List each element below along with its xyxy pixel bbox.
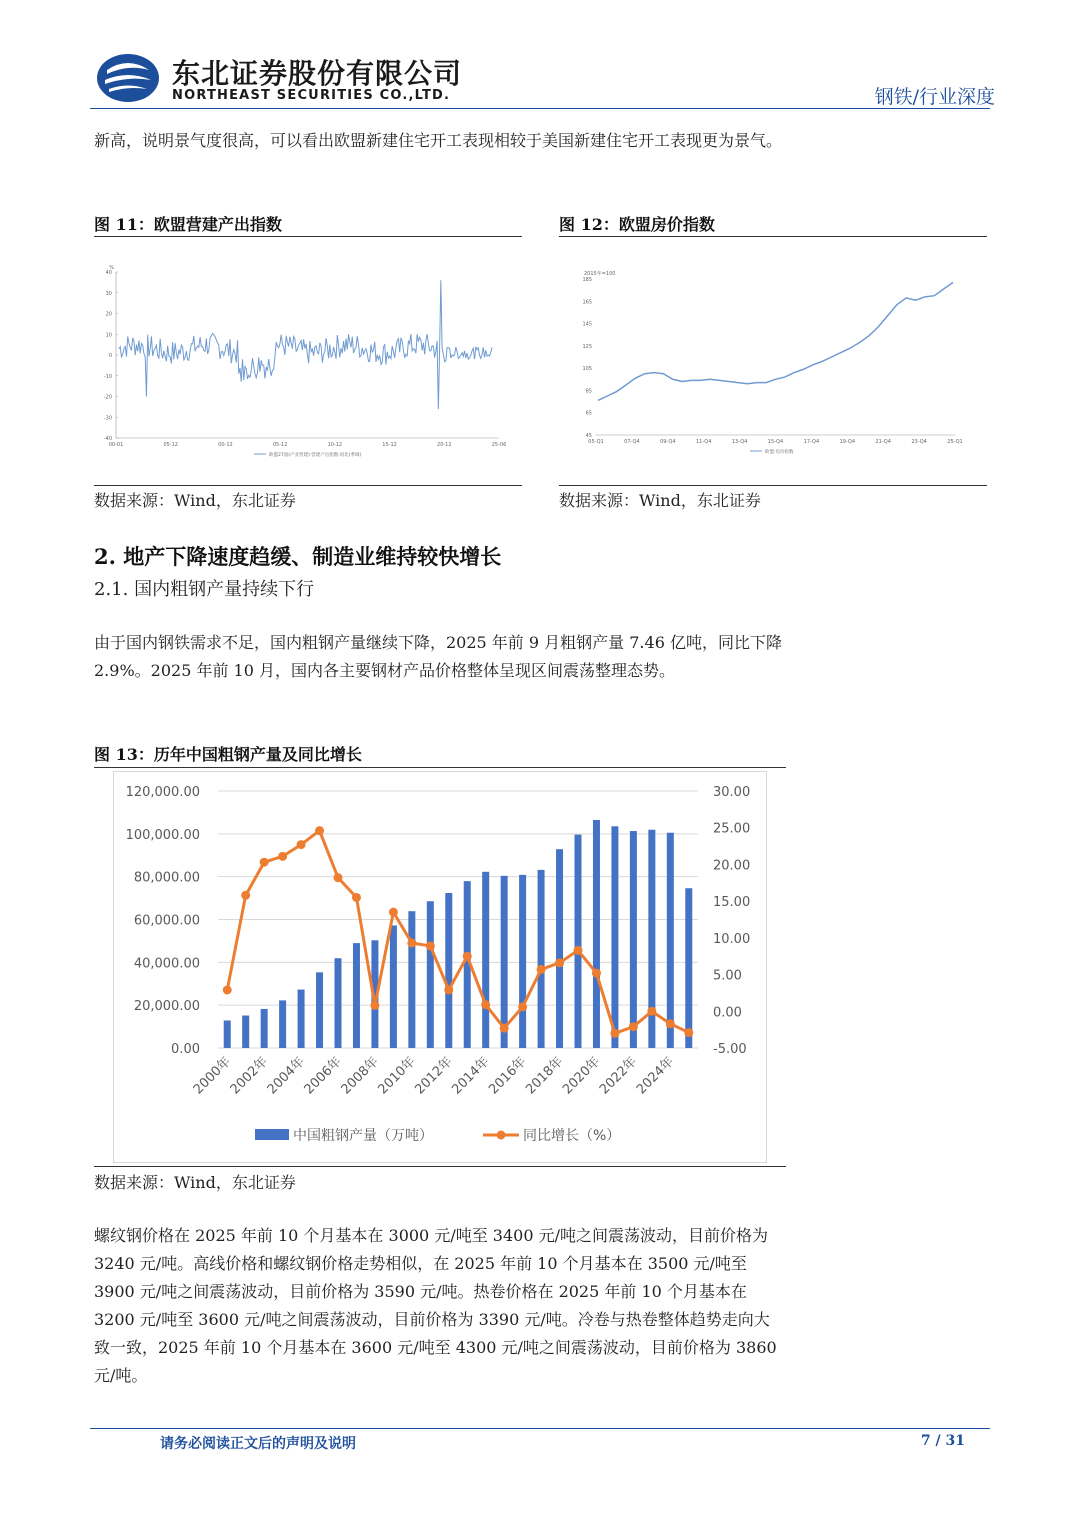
- fig13-y-left-tick: 20,000.00: [133, 999, 200, 1015]
- fig13-growth-point: [223, 985, 232, 994]
- figure-13-source: 数据来源：Wind，东北证券: [94, 1173, 296, 1192]
- fig13-x-tick: 2020年: [560, 1054, 604, 1098]
- fig12-x-tick: 09-Q4: [660, 439, 676, 445]
- fig13-growth-point: [315, 826, 324, 835]
- fig13-y-right-tick: 5.00: [713, 968, 742, 984]
- fig13-bar: [279, 1000, 286, 1048]
- fig13-bar: [685, 888, 692, 1048]
- fig11-x-tick: 20-12: [437, 442, 452, 448]
- fig13-x-tick: 2006年: [301, 1054, 345, 1098]
- report-category: 钢铁/行业深度: [874, 86, 995, 108]
- fig13-growth-point: [629, 1022, 638, 1031]
- fig13-growth-point: [684, 1028, 693, 1037]
- fig12-unit-label: 2015年=100: [584, 271, 616, 277]
- fig11-x-tick: 05-12: [272, 442, 288, 448]
- fig13-growth-point: [481, 1000, 490, 1009]
- subsection-heading: 2.1. 国内粗钢产量持续下行: [94, 579, 315, 600]
- figure-12-chart: [570, 265, 970, 460]
- fig13-growth-point: [334, 873, 343, 882]
- fig13-bar: [261, 1009, 268, 1048]
- fig13-bar: [501, 876, 508, 1048]
- figure-13-title: 图 13：历年中国粗钢产量及同比增长: [94, 745, 362, 764]
- fig13-growth-point: [574, 946, 583, 955]
- fig11-y-tick: 20: [105, 311, 112, 318]
- header-divider: [90, 108, 990, 109]
- logo-icon: [95, 52, 161, 104]
- fig13-bar: [519, 875, 526, 1048]
- intro-paragraph: 新高，说明景气度很高，可以看出欧盟新建住宅开工表现相较于美国新建住宅开工表现更为景气。: [94, 131, 783, 150]
- fig13-bar: [556, 849, 563, 1048]
- fig13-y-left-tick: 100,000.00: [125, 827, 200, 843]
- fig13-bar: [335, 958, 342, 1048]
- figure-13-chart: [113, 771, 767, 1163]
- fig13-x-tick: 2002年: [227, 1054, 271, 1098]
- figure-11-top-rule: [94, 236, 522, 237]
- fig13-bar: [390, 925, 397, 1048]
- fig12-y-tick: 105: [582, 366, 592, 373]
- fig13-legend-bar-label: 中国粗钢产量（万吨）: [293, 1128, 433, 1144]
- fig13-y-left-tick: 80,000.00: [133, 870, 200, 886]
- fig13-bar: [224, 1020, 231, 1048]
- fig13-growth-point: [260, 858, 269, 867]
- fig13-bar: [611, 826, 618, 1048]
- fig13-growth-point: [297, 840, 306, 849]
- fig13-growth-point: [389, 908, 398, 917]
- fig13-bar: [408, 911, 415, 1048]
- fig12-series-line: [598, 282, 953, 400]
- fig13-bar: [316, 972, 323, 1048]
- fig13-bar: [630, 831, 637, 1048]
- fig13-bar: [445, 893, 452, 1048]
- fig13-x-tick: 2004年: [264, 1054, 308, 1098]
- fig13-growth-point: [426, 941, 435, 950]
- fig11-y-tick: 10: [105, 332, 112, 339]
- fig13-growth-point: [610, 1029, 619, 1038]
- fig13-x-tick: 2012年: [412, 1054, 456, 1098]
- fig11-y-tick: -40: [103, 436, 112, 442]
- figure-13-top-rule: [94, 767, 786, 768]
- fig13-x-tick: 2014年: [449, 1054, 493, 1098]
- fig13-growth-point: [666, 1019, 675, 1028]
- fig13-y-left-tick: 60,000.00: [133, 913, 200, 929]
- fig12-x-tick: 15-Q4: [767, 439, 784, 445]
- fig12-y-tick: 165: [582, 299, 592, 306]
- fig13-growth-point: [407, 938, 416, 947]
- fig13-legend-bar-swatch: [255, 1129, 289, 1140]
- fig11-x-tick: 10-12: [327, 442, 343, 448]
- fig11-series-line: [119, 280, 492, 409]
- fig13-y-right-tick: 15.00: [713, 895, 751, 911]
- fig12-x-tick: 25-Q1: [947, 439, 963, 445]
- fig13-x-tick: 2024年: [633, 1054, 678, 1098]
- company-name-cn: 东北证券股份有限公司: [172, 57, 463, 90]
- fig13-growth-point: [463, 952, 472, 961]
- fig11-y-tick: 40: [105, 270, 112, 276]
- fig13-growth-point: [370, 1001, 379, 1010]
- fig13-legend-line-marker: [497, 1131, 506, 1140]
- fig13-growth-point: [518, 1002, 527, 1011]
- fig13-x-tick: 2022年: [597, 1054, 641, 1098]
- fig12-x-tick: 21-Q4: [875, 439, 891, 445]
- figure-12-top-rule: [559, 236, 987, 237]
- fig13-bar: [482, 872, 489, 1048]
- fig11-y-tick: -10: [103, 373, 112, 380]
- page-number: 7 / 31: [920, 1433, 965, 1449]
- fig12-y-tick: 185: [582, 277, 592, 283]
- fig13-x-tick: 2008年: [338, 1054, 382, 1098]
- figure-12-title: 图 12：欧盟房价指数: [559, 215, 715, 234]
- fig13-bar: [575, 835, 582, 1048]
- fig12-y-tick: 65: [585, 410, 592, 417]
- fig13-x-tick: 2018年: [523, 1054, 567, 1098]
- fig13-y-left-tick: 0.00: [171, 1042, 200, 1057]
- fig11-x-tick: 15-12: [382, 442, 397, 448]
- fig13-bar: [298, 990, 305, 1048]
- fig11-x-tick: 05-12: [163, 442, 178, 448]
- figure-13-bottom-rule: [94, 1166, 786, 1167]
- figure-12-bottom-rule: [559, 485, 987, 486]
- fig13-y-left-tick: 40,000.00: [133, 956, 200, 972]
- fig12-x-tick: 05-Q1: [588, 439, 604, 445]
- figure-11-bottom-rule: [94, 485, 522, 486]
- fig13-growth-point: [278, 852, 287, 861]
- fig13-bar: [353, 943, 360, 1048]
- fig11-y-tick: -30: [103, 415, 112, 422]
- figure-11-source: 数据来源：Wind，东北证券: [94, 491, 296, 510]
- fig13-bar: [242, 1016, 249, 1048]
- fig11-y-tick: 30: [105, 290, 112, 297]
- fig13-growth-point: [537, 965, 546, 974]
- fig13-y-right-tick: -5.00: [713, 1042, 747, 1057]
- fig13-y-right-tick: 10.00: [713, 931, 751, 947]
- fig13-bar: [593, 820, 600, 1048]
- fig11-legend-label: 欧盟27国(产业营建):营建产出指数:同比(季调): [269, 453, 362, 458]
- fig11-x-tick: 25-06: [491, 442, 507, 448]
- fig13-legend-line-label: 同比增长（%）: [523, 1128, 621, 1144]
- fig13-growth-point: [555, 958, 564, 967]
- fig11-y-tick: -20: [103, 394, 112, 401]
- fig13-y-right-tick: 0.00: [713, 1005, 742, 1021]
- fig12-x-tick: 13-Q4: [731, 439, 748, 445]
- fig12-x-tick: 07-Q4: [624, 439, 640, 445]
- fig13-y-right-tick: 25.00: [713, 821, 751, 837]
- fig13-growth-point: [241, 891, 250, 900]
- fig11-x-tick: 00-01: [108, 442, 124, 448]
- figure-12-source: 数据来源：Wind，东北证券: [559, 491, 761, 510]
- fig13-x-tick: 2000年: [190, 1054, 235, 1098]
- fig12-x-tick: 23-Q4: [911, 439, 927, 445]
- fig12-y-tick: 125: [582, 343, 592, 350]
- footer-divider: [90, 1428, 990, 1429]
- fig12-y-tick: 145: [582, 321, 592, 328]
- section-paragraph: 由于国内钢铁需求不足，国内粗钢产量继续下降，2025 年前 9 月粗钢产量 7.46 亿吨，同比下降 2.9%。2025 年前 10 月，国内各主要钢材产品价格整体呈现区间震荡整理态势。: [94, 633, 782, 680]
- fig13-x-tick: 2010年: [375, 1054, 419, 1098]
- fig13-bar: [427, 901, 434, 1048]
- company-logo: [95, 52, 161, 104]
- fig11-unit-label: %: [109, 265, 114, 271]
- company-name-en: NORTHEAST SECURITIES CO.,LTD.: [172, 88, 451, 103]
- figure-11-title: 图 11：欧盟营建产出指数: [94, 215, 282, 234]
- fig13-bar: [538, 870, 545, 1048]
- footer-notice: 请务必阅读正文后的声明及说明: [160, 1436, 356, 1452]
- fig13-growth-point: [592, 969, 601, 978]
- fig13-y-right-tick: 20.00: [713, 858, 751, 874]
- fig11-x-tick: 00-12: [218, 442, 233, 448]
- fig13-growth-point: [444, 985, 453, 994]
- section-heading: 2. 地产下降速度趋缓、制造业维持较快增长: [94, 544, 502, 569]
- fig13-growth-point: [500, 1024, 509, 1033]
- fig13-y-right-tick: 30.00: [713, 785, 751, 800]
- fig13-growth-point: [352, 893, 361, 902]
- price-paragraph: 螺纹钢价格在 2025 年前 10 个月基本在 3000 元/吨至 3400 元/吨之间震荡波动，目前价格为 3240 元/吨。高线价格和螺纹钢价格走势相似，在 2025 年前 10 个月基本在 3500 元/吨至 3900 元/吨之间震荡波动，目前价格为 3590 元/吨。热卷价格在 2025 年前 10 个月基本在 3200 元/吨至 3600 元/吨之间震荡波动，目前价格为 3390 元/吨。冷卷与热卷整体趋势走向大致一致，2025 年前 10 个月基本在 3600 元/吨至 4300 元/吨之间震荡波动，目前价格为 3860 元/吨。: [94, 1226, 777, 1385]
- fig13-x-tick: 2016年: [486, 1054, 530, 1098]
- fig12-legend-label: 欧盟:房价指数: [765, 450, 794, 455]
- figure-11-chart: [94, 260, 522, 460]
- fig13-y-left-tick: 120,000.00: [125, 785, 200, 800]
- fig12-y-tick: 45: [585, 433, 592, 439]
- fig12-x-tick: 17-Q4: [803, 439, 820, 445]
- fig12-x-tick: 11-Q4: [695, 439, 712, 445]
- fig12-x-tick: 19-Q4: [839, 439, 856, 445]
- fig11-y-tick: 0: [108, 353, 112, 359]
- fig13-bar: [667, 833, 674, 1048]
- fig12-y-tick: 85: [585, 388, 592, 395]
- fig13-growth-point: [647, 1007, 656, 1016]
